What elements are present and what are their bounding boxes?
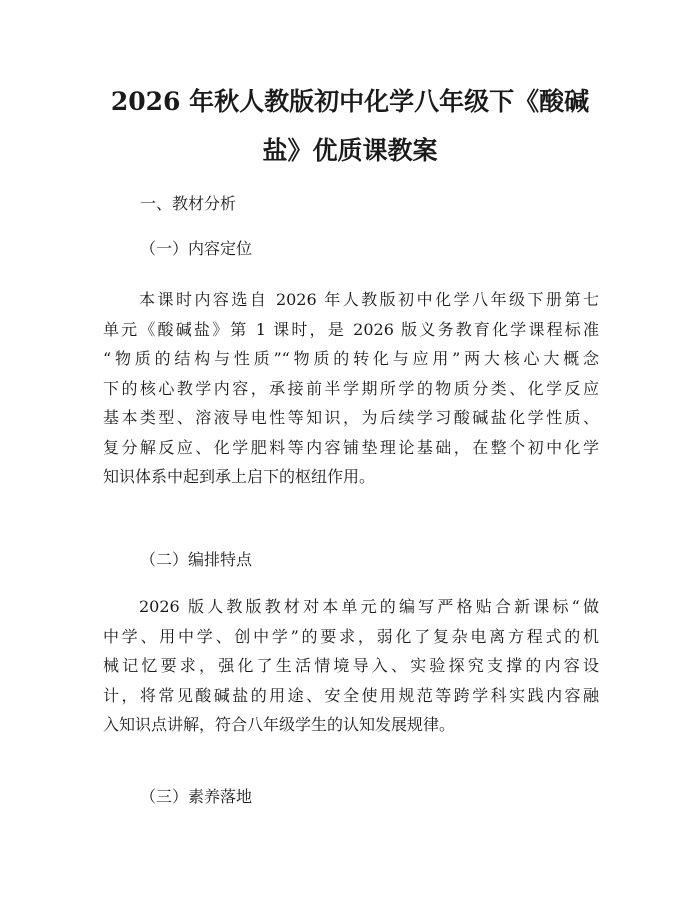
paragraph-line: 入知识点讲解，符合八年级学生的认知发展规律。 [103,715,456,734]
subsection-heading-arrangement-features: （二）编排特点 [140,550,253,569]
paragraph-line: 中学、用中学、创中学”的要求，弱化了复杂电离方程式的机 [103,626,599,646]
paragraph-line: 单元《酸碱盐》第 1 课时，是 2026 版义务教育化学课程标准 [103,319,599,339]
paragraph-line: 本课时内容选自 2026 年人教版初中化学八年级下册第七 [139,290,599,309]
paragraph-line: 复分解反应、化学肥料等内容铺垫理论基础，在整个初中化学 [103,437,599,457]
paragraph-content-positioning [103,285,599,492]
document-title-line-1: 2026 年秋人教版初中化学八年级下《酸碱 [110,87,590,116]
paragraph-line: 计，将常见酸碱盐的用途、安全使用规范等跨学科实践内容融 [103,685,599,705]
document-title-line-2: 盐》优质课教案 [262,136,438,165]
paragraph-line: “物质的结构与性质”“物质的转化与应用”两大核心大概念 [103,349,599,368]
paragraph-line: 2026 版人教版教材对本单元的编写严格贴合新课标“做 [139,597,599,616]
paragraph-line: 基本类型、溶液导电性等知识，为后续学习酸碱盐化学性质、 [103,408,599,427]
subsection-heading-content-positioning: （一）内容定位 [140,239,253,258]
paragraph-line: 下的核心教学内容，承接前半学期所学的物质分类、化学反应 [103,378,599,398]
paragraph-arrangement-features [103,592,599,740]
subsection-heading-literacy-implementation: （三）素养落地 [140,787,253,806]
paragraph-line: 知识体系中起到承上启下的枢纽作用。 [103,467,376,486]
paragraph-line: 械记忆要求，强化了生活情境导入、实验探究支撑的内容设 [103,656,599,675]
section-heading-textbook-analysis: 一、教材分析 [140,194,237,213]
